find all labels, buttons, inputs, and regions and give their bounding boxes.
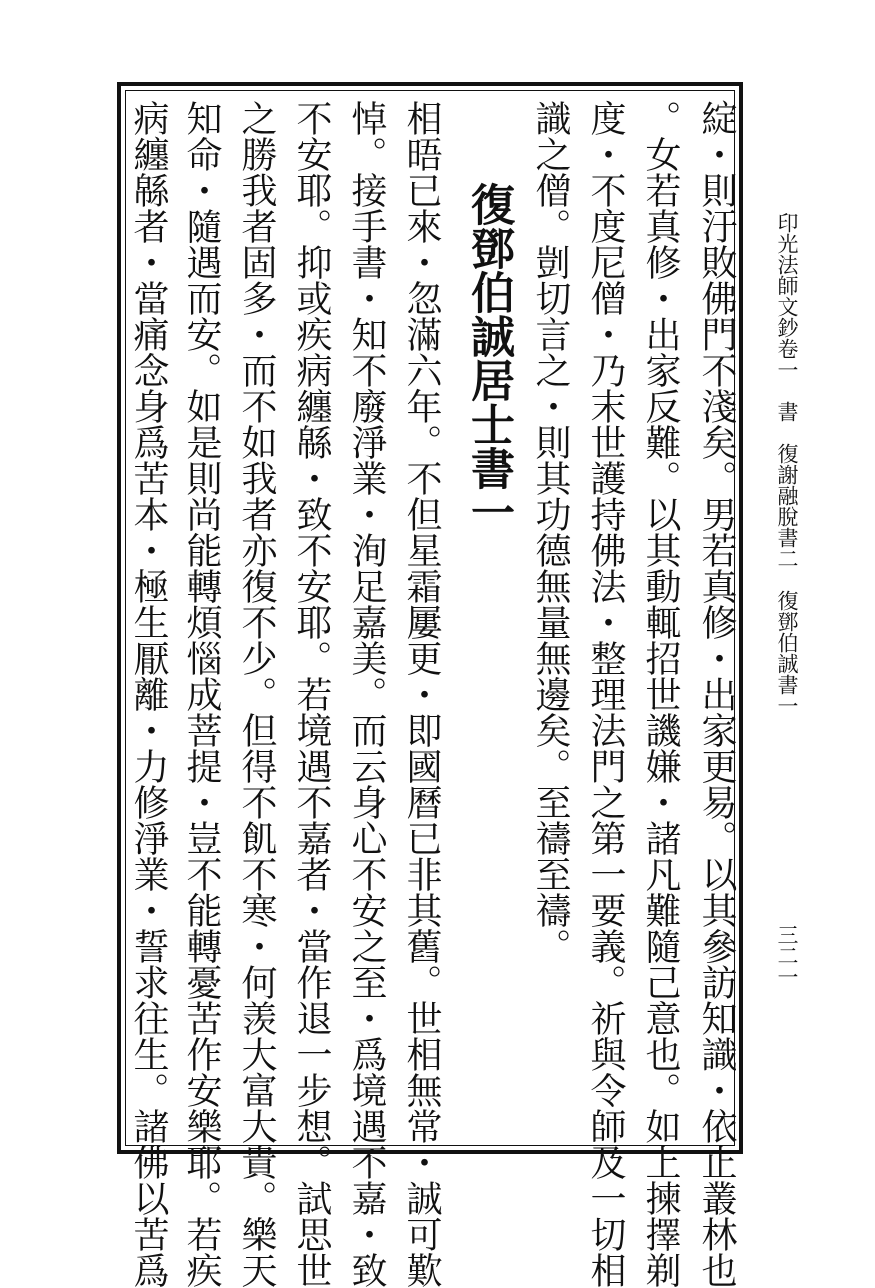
- text-column-6: 悼。接手書・知不廢淨業・洵足嘉美。而云身心不安之至・爲境遇不嘉・致: [346, 100, 387, 1288]
- text-column-3: 度・不度尼僧・乃末世護持佛法・整理法門之第一要義。祈與令師及一切相: [585, 100, 626, 1288]
- text-column-9: 知命・隨遇而安。如是則尚能轉煩惱成菩提・豈不能轉憂苦作安樂耶。若疾: [181, 100, 222, 1288]
- text-column-7: 不安耶。抑或疾病纏緜・致不安耶。若境遇不嘉者・當作退一步想。試思世: [291, 100, 332, 1288]
- letter-title: 復鄧伯誠居士書一: [463, 182, 514, 534]
- text-column-5: 相晤已來・忽滿六年。不但星霜屢更・即國曆已非其舊。世相無常・誠可歎: [401, 100, 442, 1288]
- page-number: 三二一: [775, 924, 799, 987]
- text-column-8: 之勝我者固多・而不如我者亦復不少。但得不飢不寒・何羡大富大貴。樂天: [236, 100, 277, 1288]
- text-column-2: 。女若真修・出家反難。以其動輒招世譏嫌・諸凡難隨己意也。如上揀擇剃: [640, 100, 681, 1288]
- running-header: 印光法師文鈔卷一 書 復謝融脫書二 復鄧伯誠書一: [775, 212, 799, 716]
- text-column-4: 識之僧。剴切言之・則其功德無量無邊矣。至禱至禱。: [530, 100, 571, 964]
- text-column-10: 病纏緜者・當痛念身爲苦本・極生厭離・力修淨業・誓求往生。諸佛以苦爲: [128, 100, 169, 1288]
- text-column-1: 綻・則汙敗佛門不淺矣。男若真修・出家更易。以其參訪知識・依止叢林也: [696, 100, 737, 1288]
